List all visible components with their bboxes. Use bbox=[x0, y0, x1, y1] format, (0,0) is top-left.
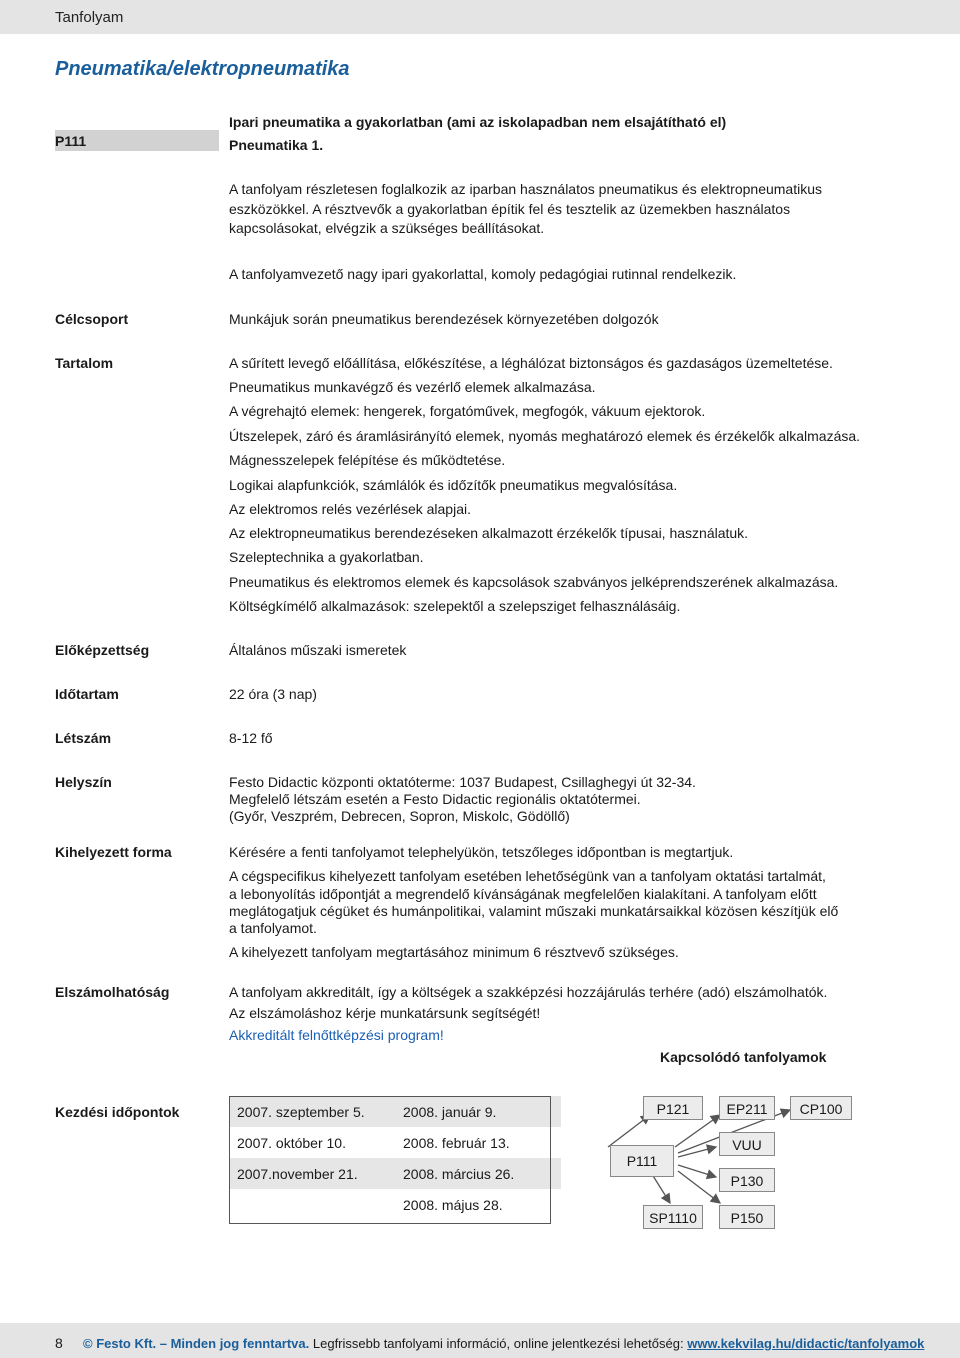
date-cell: 2008. február 13. bbox=[403, 1134, 510, 1151]
kihelyezett-line: A cégspecifikus kihelyezett tanfolyam esetében lehetőségünk van a tanfolyam oktatási tartalmát, bbox=[229, 868, 826, 884]
letszam-value: 8-12 fő bbox=[229, 730, 273, 746]
start-dates-table bbox=[229, 1096, 561, 1220]
tartalom-label: Tartalom bbox=[55, 355, 114, 371]
table-row bbox=[229, 1189, 561, 1220]
celcsoport-value: Munkájuk során pneumatikus berendezések környezetében dolgozók bbox=[229, 311, 659, 327]
helyszin-line: Megfelelő létszám esetén a Festo Didactic regionális oktatótermei. bbox=[229, 791, 641, 807]
kihelyezett-label: Kihelyezett forma bbox=[55, 844, 172, 860]
accredited-link[interactable]: Akkreditált felnőttképzési program! bbox=[229, 1027, 444, 1043]
tartalom-item: Pneumatikus és elektromos elemek és kapcsolások szabványos jelképrendszerének alkalmazása. bbox=[229, 574, 839, 590]
related-node-p121[interactable]: P121 bbox=[643, 1096, 703, 1120]
helyszin-line: Festo Didactic központi oktatóterme: 1037 Budapest, Csillaghegyi út 32-34. bbox=[229, 774, 696, 790]
page-number: 8 bbox=[55, 1335, 63, 1351]
elszamolhatosag-line: A tanfolyam akkreditált, így a költségek a szakképzési hozzájárulás terhére (adó) elszámolhatók. bbox=[229, 984, 828, 1000]
elszamolhatosag-label: Elszámolhatóság bbox=[55, 984, 170, 1000]
tartalom-item: Pneumatikus munkavégző és vezérlő elemek alkalmazása. bbox=[229, 379, 596, 395]
date-cell: 2008. január 9. bbox=[395, 1096, 561, 1127]
intro-line: A tanfolyam részletesen foglalkozik az iparban használatos pneumatikus és elektropneumatikus bbox=[229, 181, 822, 197]
related-node-ep211[interactable]: EP211 bbox=[719, 1096, 775, 1120]
date-cell: 2007.november 21. bbox=[229, 1158, 395, 1189]
kihelyezett-line: Kérésére a fenti tanfolyamot telephelyükön, tetszőleges időpontban is megtartjuk. bbox=[229, 844, 734, 860]
idotartam-label: Időtartam bbox=[55, 686, 119, 702]
date-cell: 2007. szeptember 5. bbox=[229, 1096, 395, 1127]
helyszin-line: (Győr, Veszprém, Debrecen, Sopron, Miskolc, Gödöllő) bbox=[229, 808, 570, 824]
helyszin-label: Helyszín bbox=[55, 774, 112, 790]
section-title: Pneumatika/elektropneumatika bbox=[55, 58, 350, 80]
footer-copyright: © Festo Kft. – Minden jog fenntartva. bbox=[83, 1336, 310, 1351]
footer-text bbox=[83, 1336, 924, 1351]
tartalom-item: Mágnesszelepek felépítése és működtetése. bbox=[229, 452, 506, 468]
intro-paragraph bbox=[229, 180, 909, 239]
celcsoport-label: Célcsoport bbox=[55, 311, 129, 327]
tartalom-item: Költségkímélő alkalmazások: szelepektől a szelepsziget felhasználásáig. bbox=[229, 598, 681, 614]
date-cell: 2007. október 10. bbox=[237, 1134, 346, 1151]
letszam-label: Létszám bbox=[55, 730, 112, 746]
kihelyezett-line: A kihelyezett tanfolyam megtartásához minimum 6 résztvevő szükséges. bbox=[229, 944, 679, 960]
tartalom-item: A sűrített levegő előállítása, előkészítése, a léghálózat biztonságos és gazdaságos üzemeltetése. bbox=[229, 355, 833, 371]
tartalom-item: Az elektropneumatikus berendezéseken alkalmazott érzékelők típusai, használatuk. bbox=[229, 525, 749, 541]
tartalom-item: Logikai alapfunkciók, számlálók és időzítők pneumatikus megvalósítása. bbox=[229, 477, 678, 493]
intro-line: eszközökkel. A résztvevők a gyakorlatban építik fel és tesztelik az üzemekben használatos bbox=[229, 200, 791, 217]
date-cell: 2008. március 26. bbox=[395, 1158, 561, 1189]
related-node-sp1110[interactable]: SP1110 bbox=[643, 1205, 703, 1229]
page-header bbox=[0, 0, 960, 34]
course-title-line-2: Pneumatika 1. bbox=[229, 137, 324, 153]
kihelyezett-line: meglátogatjuk cégüket és humánpolitikai, valamint műszaki munkatársaikkal közösen készítjük elő bbox=[229, 903, 839, 919]
instructor-note: A tanfolyamvezető nagy ipari gyakorlattal, komoly pedagógiai rutinnal rendelkezik. bbox=[229, 266, 737, 282]
tartalom-item: A végrehajtó elemek: hengerek, forgatóművek, megfogók, vákuum ejektorok. bbox=[229, 403, 706, 419]
elokepzettseg-label: Előképzettség bbox=[55, 642, 150, 658]
related-node-cp100[interactable]: CP100 bbox=[790, 1096, 852, 1120]
elszamolhatosag-line: Az elszámoláshoz kérje munkatársunk segítségét! bbox=[229, 1005, 541, 1021]
related-node-p150[interactable]: P150 bbox=[719, 1205, 775, 1229]
related-node-p130[interactable]: P130 bbox=[719, 1168, 775, 1192]
table-row bbox=[229, 1096, 561, 1127]
date-cell bbox=[229, 1189, 395, 1220]
course-code: P111 bbox=[55, 133, 87, 149]
date-cell: 2008. május 28. bbox=[403, 1196, 503, 1213]
header-title: Tanfolyam bbox=[55, 9, 124, 26]
kezdesi-label: Kezdési időpontok bbox=[55, 1104, 180, 1120]
arrow-vuu bbox=[678, 1147, 716, 1157]
elokepzettseg-value: Általános műszaki ismeretek bbox=[229, 642, 407, 658]
related-node-p111: P111 bbox=[610, 1145, 674, 1177]
related-node-vuu[interactable]: VUU bbox=[719, 1132, 775, 1156]
footer-info: Legfrissebb tanfolyami információ, online jelentkezési lehetőség: bbox=[309, 1336, 688, 1351]
related-courses-title: Kapcsolódó tanfolyamok bbox=[660, 1049, 827, 1065]
table-row bbox=[229, 1127, 561, 1158]
tartalom-item: Szeleptechnika a gyakorlatban. bbox=[229, 549, 424, 565]
kihelyezett-line: a tanfolyamot. bbox=[229, 920, 317, 936]
intro-line: kapcsolásokat, elvégzik a szükséges beállításokat. bbox=[229, 220, 545, 236]
footer-url-link[interactable]: www.kekvilag.hu/didactic/tanfolyamok bbox=[687, 1336, 925, 1351]
tartalom-item: Az elektromos relés vezérlések alapjai. bbox=[229, 501, 471, 517]
tartalom-item: Útszelepek, záró és áramlásirányító elemek, nyomás meghatározó elemek és érzékelők alkalmazása. bbox=[229, 428, 861, 444]
kihelyezett-line: a lebonyolítás időpontját a megrendelő kívánságának megfelelően kialakítani. A tanfolyam előtt bbox=[229, 886, 817, 902]
course-title bbox=[229, 111, 726, 157]
idotartam-value: 22 óra (3 nap) bbox=[229, 686, 317, 702]
course-title-line-1: Ipari pneumatika a gyakorlatban (ami az iskolapadban nem elsajátítható el) bbox=[229, 114, 727, 130]
table-row bbox=[229, 1158, 561, 1189]
